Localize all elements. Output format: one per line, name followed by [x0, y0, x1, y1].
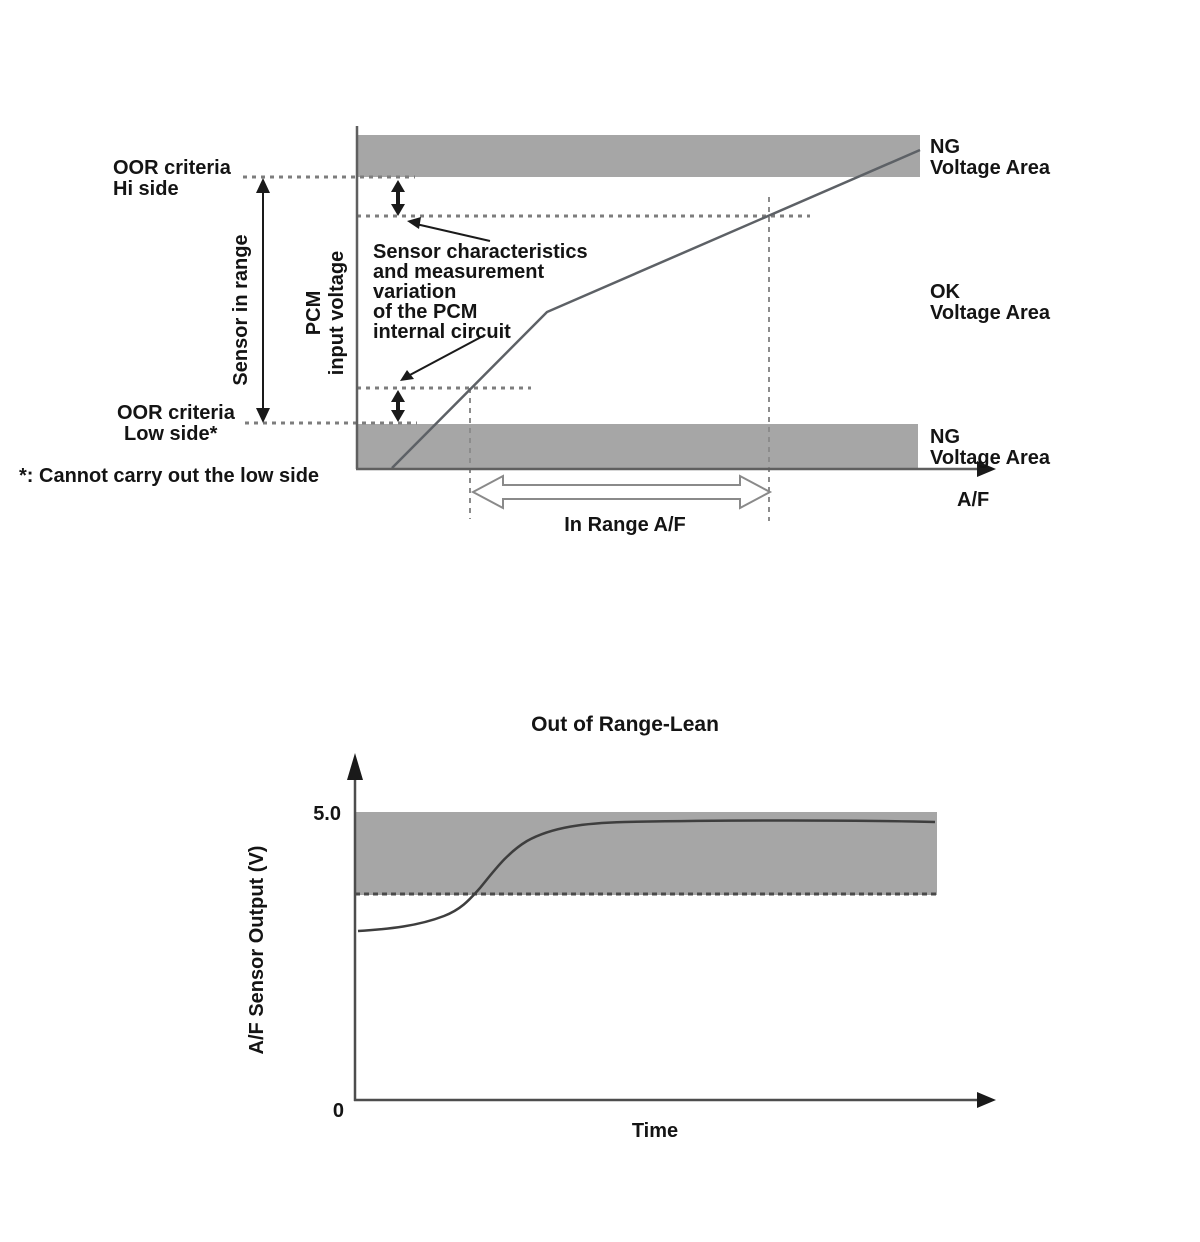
note-callout-arrow-upper: [416, 224, 490, 241]
ng-band-top: [357, 135, 920, 177]
ng-bottom-label-line1: NG: [930, 426, 960, 448]
oor-low-label-line1: OOR criteria: [117, 402, 235, 424]
oor-low-label-line2: Low side*: [124, 423, 218, 445]
bottom-chart: [246, 713, 996, 1142]
ng-bottom-label-line2: Voltage Area: [930, 447, 1051, 469]
ok-label-line2: Voltage Area: [930, 302, 1051, 324]
variation-lower-arrowhead-down-icon: [391, 410, 405, 422]
sensor-in-range-label: Sensor in range: [230, 234, 252, 386]
variation-note-line4: of the PCM: [373, 301, 478, 323]
oor-hi-label-line1: OOR criteria: [113, 157, 231, 179]
top-y-axis-label-line2: input voltage: [326, 250, 348, 376]
variation-note-line3: variation: [373, 281, 457, 303]
bottom-y-axis-label: A/F Sensor Output (V): [246, 845, 268, 1055]
footnote-label: *: Cannot carry out the low side: [19, 465, 320, 487]
note-callout-upper-arrowhead-icon: [407, 217, 421, 229]
sensor-in-range-arrowhead-down-icon: [256, 408, 270, 423]
ng-band-bottom: [357, 424, 918, 468]
y-tick-0: 0: [332, 1100, 344, 1122]
variation-note-line5: internal circuit: [373, 321, 511, 343]
ng-top-label-line1: NG: [930, 136, 960, 158]
y-tick-5: 5.0: [313, 803, 341, 825]
top-y-axis-label-line1: PCM: [303, 290, 325, 336]
variation-note-line2: and measurement: [373, 261, 545, 283]
bottom-x-axis-arrowhead-icon: [977, 1092, 996, 1108]
bottom-chart-title: Out of Range-Lean: [531, 713, 719, 736]
sensor-in-range-arrowhead-up-icon: [256, 178, 270, 193]
variation-upper-arrowhead-down-icon: [391, 204, 405, 216]
ok-label-line1: OK: [930, 281, 960, 303]
variation-note-line1: Sensor characteristics: [373, 241, 588, 263]
variation-lower-arrowhead-up-icon: [391, 390, 405, 402]
variation-upper-arrowhead-up-icon: [391, 180, 405, 192]
ng-top-label-line2: Voltage Area: [930, 157, 1051, 179]
in-range-af-label: In Range A/F: [564, 514, 686, 536]
top-chart: [19, 126, 1051, 536]
oor-lean-band: [355, 812, 937, 895]
top-x-axis-label: A/F: [957, 489, 990, 511]
note-callout-lower-arrowhead-icon: [400, 370, 414, 381]
oor-hi-label-line2: Hi side: [113, 178, 179, 200]
bottom-x-axis-label: Time: [631, 1120, 679, 1142]
bottom-y-axis-arrowhead-icon: [347, 753, 363, 780]
in-range-open-double-arrow: [473, 476, 770, 508]
